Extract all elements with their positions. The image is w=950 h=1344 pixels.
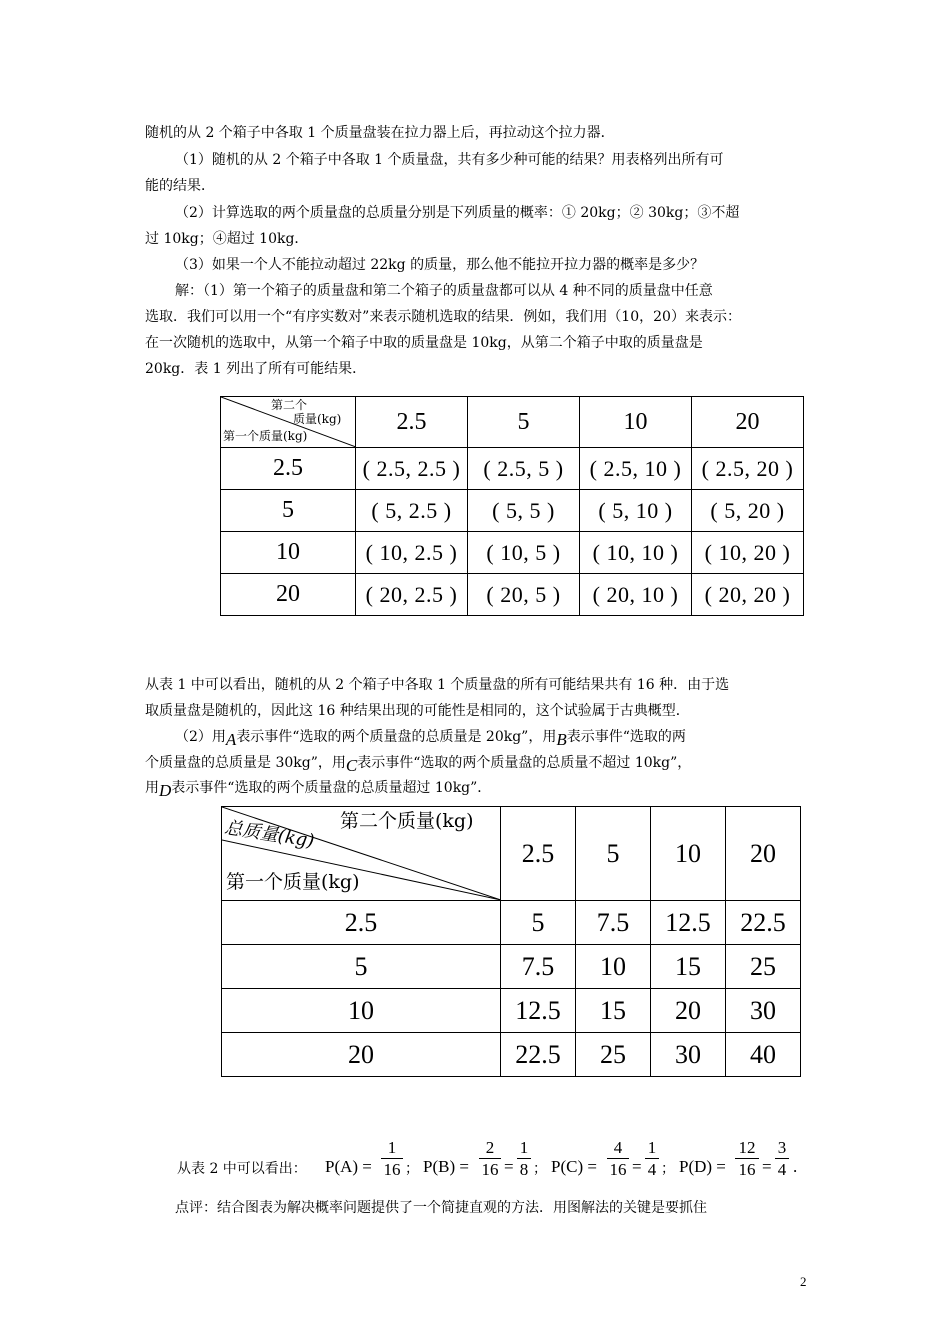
fraction-numerator: 2 bbox=[485, 1138, 495, 1157]
fraction-denominator: 16 bbox=[383, 1160, 401, 1179]
table1-header-top-unit: 质量(kg) bbox=[293, 412, 342, 426]
fraction-denominator: 16 bbox=[738, 1160, 756, 1179]
table1-cell: ( 20, 5 ) bbox=[468, 574, 580, 616]
table1-diagonal-header bbox=[221, 397, 356, 448]
table-row bbox=[222, 989, 801, 1033]
table2-diagonal-header bbox=[222, 807, 501, 901]
fraction-numerator: 1 bbox=[387, 1138, 397, 1157]
table1-cell: ( 5, 5 ) bbox=[468, 490, 580, 532]
table2-cell: 30 bbox=[651, 1033, 726, 1077]
table1-cell: ( 2.5, 5 ) bbox=[468, 448, 580, 490]
events-text: 表示事件“选取的两个质量盘的总质量超过 10kg”． bbox=[171, 780, 492, 796]
table1-header-top: 第二个 bbox=[271, 398, 308, 412]
prob-a-fraction bbox=[381, 1138, 403, 1179]
table1-header-bottom: 第一个质量(kg) bbox=[223, 429, 308, 443]
table-row bbox=[222, 945, 801, 989]
events-text: （2）用 bbox=[175, 729, 226, 745]
table-row bbox=[221, 574, 804, 616]
prob-b-label: P(B) = bbox=[423, 1157, 469, 1176]
table2-cell: 25 bbox=[726, 945, 801, 989]
analysis-line-1: 从表 1 中可以看出，随机的从 2 个箱子中各取 1 个质量盘的所有可能结果共有 16 种．由于选 bbox=[145, 677, 730, 693]
table2-cell: 7.5 bbox=[576, 901, 651, 945]
ordered-pairs-table bbox=[220, 396, 804, 616]
table2-cell: 10 bbox=[576, 945, 651, 989]
table1-col-header: 2.5 bbox=[356, 397, 468, 448]
conclusion-intro: 从表 2 中可以看出： bbox=[177, 1161, 307, 1177]
table2-cell: 12.5 bbox=[651, 901, 726, 945]
prob-d-fraction-1 bbox=[735, 1138, 759, 1179]
table1-cell: ( 5, 20 ) bbox=[692, 490, 804, 532]
question-1-line-2: 能的结果． bbox=[145, 178, 215, 194]
table1-row-header: 10 bbox=[221, 532, 356, 574]
table1-cell: ( 20, 2.5 ) bbox=[356, 574, 468, 616]
table1-cell: ( 10, 5 ) bbox=[468, 532, 580, 574]
intro-line: 随机的从 2 个箱子中各取 1 个质量盘装在拉力器上后，再拉动这个拉力器． bbox=[145, 125, 615, 141]
question-3-line: （3）如果一个人不能拉动超过 22kg 的质量，那么他不能拉开拉力器的概率是多少？ bbox=[175, 257, 705, 273]
table1-cell: ( 2.5, 2.5 ) bbox=[356, 448, 468, 490]
table-row bbox=[222, 1033, 801, 1077]
table1-row-header: 2.5 bbox=[221, 448, 356, 490]
table2-cell: 25 bbox=[576, 1033, 651, 1077]
fraction-denominator: 4 bbox=[647, 1160, 657, 1179]
table2-cell: 22.5 bbox=[501, 1033, 576, 1077]
fraction-numerator: 1 bbox=[519, 1138, 529, 1157]
table2-row-header: 5 bbox=[222, 945, 501, 989]
prob-d-label: P(D) = bbox=[679, 1157, 726, 1176]
prob-b-fraction-1 bbox=[479, 1138, 501, 1179]
solution-line-1: 解：（1）第一个箱子的质量盘和第二个箱子的质量盘都可以从 4 种不同的质量盘中任意 bbox=[175, 283, 713, 299]
table2-cell: 40 bbox=[726, 1033, 801, 1077]
solution-line-2: 选取．我们可以用一个“有序实数对”来表示随机选取的结果．例如，我们用（10，20）来表示： bbox=[145, 309, 741, 325]
table1-col-header: 20 bbox=[692, 397, 804, 448]
event-c-symbol: C bbox=[345, 756, 358, 775]
table2-row-header: 20 bbox=[222, 1033, 501, 1077]
table-row bbox=[222, 901, 801, 945]
prob-d-fraction-2 bbox=[775, 1138, 789, 1179]
period: . bbox=[793, 1157, 798, 1176]
table2-col-header: 5 bbox=[576, 807, 651, 901]
question-1-line-1: （1）随机的从 2 个箱子中各取 1 个质量盘，共有多少种可能的结果？用表格列出所有可 bbox=[175, 152, 724, 168]
events-text: 用 bbox=[145, 780, 159, 796]
table-row bbox=[221, 448, 804, 490]
table2-col-header: 2.5 bbox=[501, 807, 576, 901]
probability-conclusion bbox=[177, 1138, 817, 1198]
table1-cell: ( 2.5, 10 ) bbox=[580, 448, 692, 490]
events-line-2 bbox=[145, 750, 815, 775]
table1-cell: ( 5, 2.5 ) bbox=[356, 490, 468, 532]
question-2-line-1: （2）计算选取的两个质量盘的总质量分别是下列质量的概率：① 20kg；② 30kg；③不超 bbox=[175, 205, 740, 221]
table1-cell: ( 10, 10 ) bbox=[580, 532, 692, 574]
table1-cell: ( 10, 2.5 ) bbox=[356, 532, 468, 574]
table2-cell: 20 bbox=[651, 989, 726, 1033]
fraction-denominator: 8 bbox=[519, 1160, 529, 1179]
table2-header-top: 第二个质量(kg) bbox=[340, 810, 474, 832]
fraction-numerator: 1 bbox=[647, 1138, 657, 1157]
events-line-1 bbox=[175, 724, 845, 749]
equals-sign: = bbox=[632, 1157, 642, 1176]
event-d-symbol: D bbox=[159, 781, 172, 800]
table2-cell: 22.5 bbox=[726, 901, 801, 945]
table2-cell: 12.5 bbox=[501, 989, 576, 1033]
events-line-3 bbox=[145, 775, 815, 800]
table2-col-header: 10 bbox=[651, 807, 726, 901]
table1-cell: ( 20, 20 ) bbox=[692, 574, 804, 616]
prob-b-fraction-2 bbox=[517, 1138, 531, 1179]
table2-cell: 30 bbox=[726, 989, 801, 1033]
separator: ； bbox=[533, 1161, 547, 1177]
solution-line-3: 在一次随机的选取中，从第一个箱子中取的质量盘是 10kg，从第二个箱子中取的质量盘是 bbox=[145, 335, 703, 351]
table-row bbox=[221, 532, 804, 574]
fraction-numerator: 3 bbox=[777, 1138, 787, 1157]
table2-row-header: 2.5 bbox=[222, 901, 501, 945]
prob-a-label: P(A) = bbox=[325, 1157, 372, 1176]
table2-cell: 15 bbox=[576, 989, 651, 1033]
table2-col-header: 20 bbox=[726, 807, 801, 901]
events-text: 表示事件“选取的两 bbox=[566, 729, 686, 745]
fraction-denominator: 16 bbox=[609, 1160, 627, 1179]
event-b-symbol: B bbox=[556, 730, 567, 749]
separator: ； bbox=[661, 1161, 675, 1177]
table2-header-mid: 总质量(kg) bbox=[223, 817, 316, 852]
table1-cell: ( 2.5, 20 ) bbox=[692, 448, 804, 490]
table2-cell: 7.5 bbox=[501, 945, 576, 989]
comment-line: 点评：结合图表为解决概率问题提供了一个简捷直观的方法．用图解法的关键是要抓住 bbox=[175, 1200, 707, 1216]
fraction-numerator: 4 bbox=[613, 1138, 623, 1157]
table1-col-header: 10 bbox=[580, 397, 692, 448]
events-text: 表示事件“选取的两个质量盘的总质量是 20kg”，用 bbox=[236, 729, 557, 745]
table1-cell: ( 20, 10 ) bbox=[580, 574, 692, 616]
fraction-numerator: 12 bbox=[738, 1138, 756, 1157]
table1-cell: ( 5, 10 ) bbox=[580, 490, 692, 532]
table2-cell: 5 bbox=[501, 901, 576, 945]
fraction-denominator: 16 bbox=[481, 1160, 499, 1179]
solution-line-4: 20kg．表 1 列出了所有可能结果． bbox=[145, 361, 367, 377]
question-2-line-2: 过 10kg；④超过 10kg． bbox=[145, 231, 309, 247]
table1-row-header: 20 bbox=[221, 574, 356, 616]
fraction-denominator: 4 bbox=[777, 1160, 787, 1179]
equals-sign: = bbox=[504, 1157, 514, 1176]
events-text: 表示事件“选取的两个质量盘的总质量不超过 10kg”， bbox=[357, 755, 692, 771]
table2-cell: 15 bbox=[651, 945, 726, 989]
table1-cell: ( 10, 20 ) bbox=[692, 532, 804, 574]
analysis-line-2: 取质量盘是随机的，因此这 16 种结果出现的可能性是相同的，这个试验属于古典概型． bbox=[145, 703, 690, 719]
equals-sign: = bbox=[762, 1157, 772, 1176]
prob-c-fraction-1 bbox=[607, 1138, 629, 1179]
event-a-symbol: A bbox=[225, 730, 237, 749]
table2-row-header: 10 bbox=[222, 989, 501, 1033]
table2-header-bottom: 第一个质量(kg) bbox=[226, 871, 360, 893]
table1-col-header: 5 bbox=[468, 397, 580, 448]
total-mass-table bbox=[221, 806, 801, 1077]
events-text: 个质量盘的总质量是 30kg”，用 bbox=[145, 755, 346, 771]
prob-c-label: P(C) = bbox=[551, 1157, 597, 1176]
prob-c-fraction-2 bbox=[645, 1138, 659, 1179]
separator: ； bbox=[405, 1161, 419, 1177]
table-row bbox=[221, 490, 804, 532]
page-number: 2 bbox=[800, 1274, 807, 1289]
table1-row-header: 5 bbox=[221, 490, 356, 532]
